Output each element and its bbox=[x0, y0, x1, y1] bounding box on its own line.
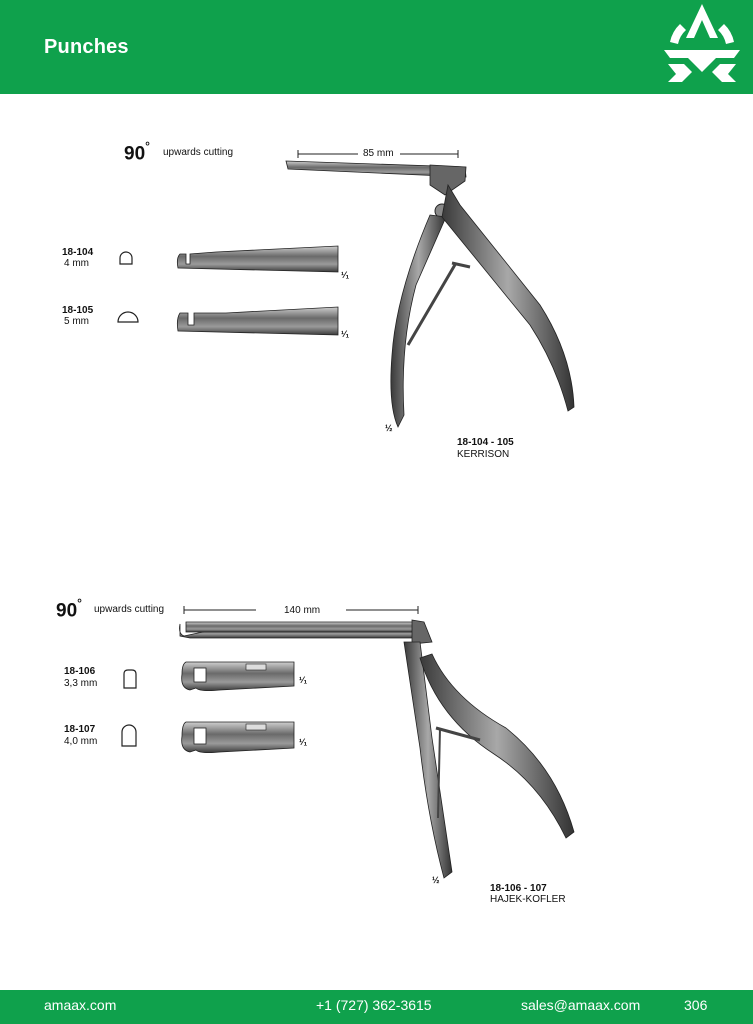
item-code: 18-105 bbox=[62, 305, 94, 316]
angle-label: 90° bbox=[56, 596, 82, 622]
model-code: 18-106 - 107 bbox=[490, 883, 547, 894]
angle-label: 90° bbox=[124, 139, 150, 165]
scale-label: ¹⁄₁ bbox=[341, 329, 350, 339]
page-footer bbox=[0, 990, 753, 1024]
cutting-direction: upwards cutting bbox=[94, 604, 165, 615]
item-code: 18-107 bbox=[64, 724, 96, 735]
item-size: 5 mm bbox=[64, 316, 89, 327]
tip-profile-icon bbox=[120, 724, 138, 748]
item-code: 18-106 bbox=[64, 666, 96, 677]
scale-label: ¹⁄₁ bbox=[299, 737, 308, 747]
item-size: 4 mm bbox=[64, 258, 89, 269]
phone-number[interactable]: +1 (727) 362-3615 bbox=[316, 997, 432, 1013]
item-code: 18-104 bbox=[62, 247, 94, 258]
cutting-direction: upwards cutting bbox=[163, 147, 234, 158]
model-name: HAJEK-KOFLER bbox=[490, 894, 566, 905]
page-number: 306 bbox=[684, 997, 708, 1013]
item-size: 3,3 mm bbox=[64, 678, 98, 689]
hajek-kofler-punch-image bbox=[176, 618, 586, 888]
instrument-scale-label: ½ bbox=[432, 875, 440, 885]
scale-label: ¹⁄₁ bbox=[341, 270, 350, 280]
website-link[interactable]: amaax.com bbox=[44, 997, 117, 1013]
length-label: 140 mm bbox=[284, 605, 321, 616]
tip-profile-icon bbox=[122, 668, 138, 690]
page-title: Punches bbox=[44, 36, 129, 58]
length-label: 85 mm bbox=[363, 148, 394, 159]
email-link[interactable]: sales@amaax.com bbox=[521, 997, 641, 1013]
scale-label: ¹⁄₁ bbox=[299, 675, 308, 685]
model-code: 18-104 - 105 bbox=[457, 437, 514, 448]
item-size: 4,0 mm bbox=[64, 736, 98, 747]
instrument-scale-label: ½ bbox=[385, 423, 393, 433]
model-name: KERRISON bbox=[457, 449, 510, 460]
